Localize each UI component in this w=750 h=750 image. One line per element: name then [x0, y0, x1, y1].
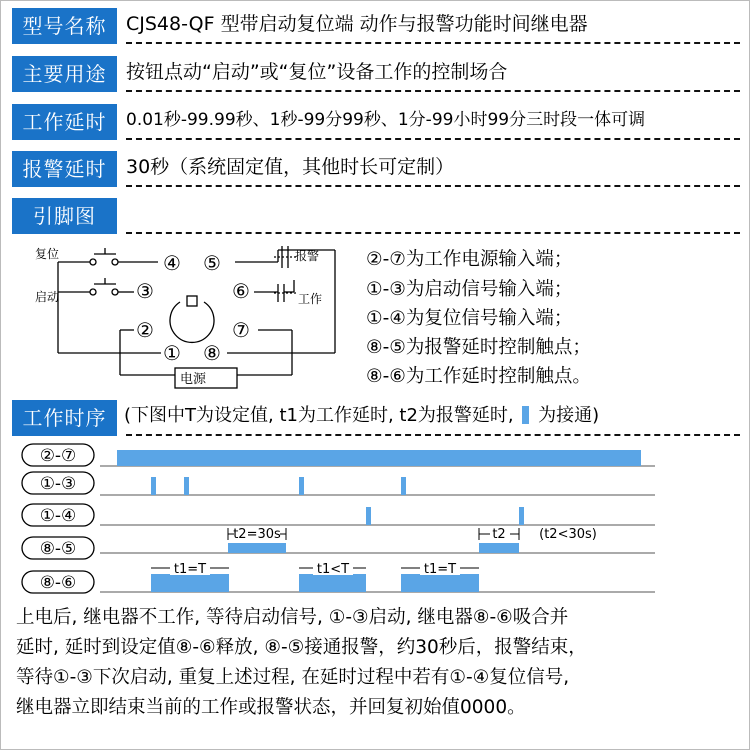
dashed-underline [126, 90, 740, 92]
start-pulse [299, 477, 304, 495]
dashed-underline [126, 42, 740, 44]
dashed-underline [126, 232, 740, 234]
pin-7: ⑦ [232, 318, 250, 342]
label-t2-30s: t2=30s [233, 527, 281, 542]
wiring-diagram [30, 240, 365, 395]
pin-8: ⑧ [203, 341, 221, 365]
start-pulse [401, 477, 406, 495]
legend-swatch [522, 406, 529, 424]
timing-row-label: ⑧-⑤ [39, 539, 77, 559]
dashed-underline [126, 138, 740, 140]
timing-row-label: ②-⑦ [39, 446, 77, 466]
timing-note-after: 为接通) [538, 405, 600, 426]
pin-2: ② [136, 318, 154, 342]
row-pinout [12, 198, 740, 234]
value-usage: 按钮点动“启动”或“复位”设备工作的控制场合 [126, 61, 508, 83]
label-alarm: 报警 [295, 249, 320, 263]
desc-line: 等待①-③下次启动, 重复上述过程, 在延时过程中若有①-④复位信号, [16, 667, 570, 688]
timing-row-label: ①-③ [39, 474, 77, 494]
label-work: 工作 [298, 292, 323, 306]
row-alarm-delay [12, 151, 740, 187]
dashed-underline [126, 434, 740, 436]
power-on-bar [117, 450, 641, 466]
pin-1: ① [163, 341, 181, 365]
row-usage [12, 56, 740, 92]
value-work-delay: 0.01秒-99.99秒、1秒-99分99秒、1分-99小时99分三时段一体可调 [126, 110, 646, 130]
dashed-underline [126, 185, 740, 187]
row-timing [12, 400, 740, 436]
alarm-bar [479, 543, 519, 553]
timing-row-label: ①-④ [39, 506, 77, 526]
timing-note [124, 402, 599, 430]
pin-4: ④ [163, 251, 181, 275]
timing-row-label: ⑧-⑥ [39, 573, 77, 593]
desc-line: 继电器立即结束当前的工作或报警状态，并回复初始值0000。 [16, 697, 526, 718]
desc-line: 上电后, 继电器不工作, 等待启动信号, ①-③启动, 继电器⑧-⑥吸合并 [16, 607, 569, 628]
tag-model: 型号名称 [12, 8, 117, 44]
tag-timing: 工作时序 [12, 400, 117, 436]
pin-desc-line: ①-③为启动信号输入端； [366, 279, 573, 300]
timing-note-before: (下图中T为设定值, t1为工作延时, t2为报警延时, [124, 405, 514, 426]
pin-3: ③ [136, 279, 154, 303]
alarm-bar [228, 543, 286, 553]
row-model [12, 8, 740, 44]
label-t1-lt-T: t1<T [316, 562, 350, 577]
pin-6: ⑥ [232, 279, 250, 303]
pin-5: ⑤ [203, 251, 221, 275]
value-alarm-delay: 30秒（系统固定值，其他时长可定制） [126, 156, 455, 178]
label-t1-T: t1=T [173, 562, 207, 577]
label-t2-note: (t2<30s) [539, 527, 597, 542]
pin-desc-line: ①-④为复位信号输入端； [366, 308, 573, 329]
label-reset: 复位 [35, 247, 60, 261]
pin-desc-line: ⑧-⑥为工作延时控制触点。 [366, 366, 591, 387]
label-power: 电源 [180, 372, 207, 387]
label-t2: t2 [492, 527, 506, 542]
start-pulse [151, 477, 156, 495]
tag-alarm-delay: 报警延时 [12, 151, 117, 187]
tag-usage: 主要用途 [12, 56, 117, 92]
reset-pulse [519, 507, 524, 525]
label-t1-T: t1=T [423, 562, 457, 577]
pin-desc-line: ⑧-⑤为报警延时控制触点； [366, 337, 591, 358]
value-model: CJS48-QF 型带启动复位端 动作与报警功能时间继电器 [126, 13, 588, 35]
tag-pinout: 引脚图 [12, 198, 117, 234]
start-pulse [184, 477, 189, 495]
pin-desc-line: ②-⑦为工作电源输入端； [366, 249, 573, 270]
label-start: 启动 [35, 290, 60, 304]
reset-pulse [366, 507, 371, 525]
tag-work-delay: 工作延时 [12, 104, 117, 140]
desc-line: 延时, 延时到设定值⑧-⑥释放, ⑧-⑤接通报警，约30秒后，报警结束， [16, 637, 587, 658]
timing-diagram [0, 440, 750, 600]
row-work-delay [12, 104, 740, 140]
operation-description [16, 603, 741, 723]
